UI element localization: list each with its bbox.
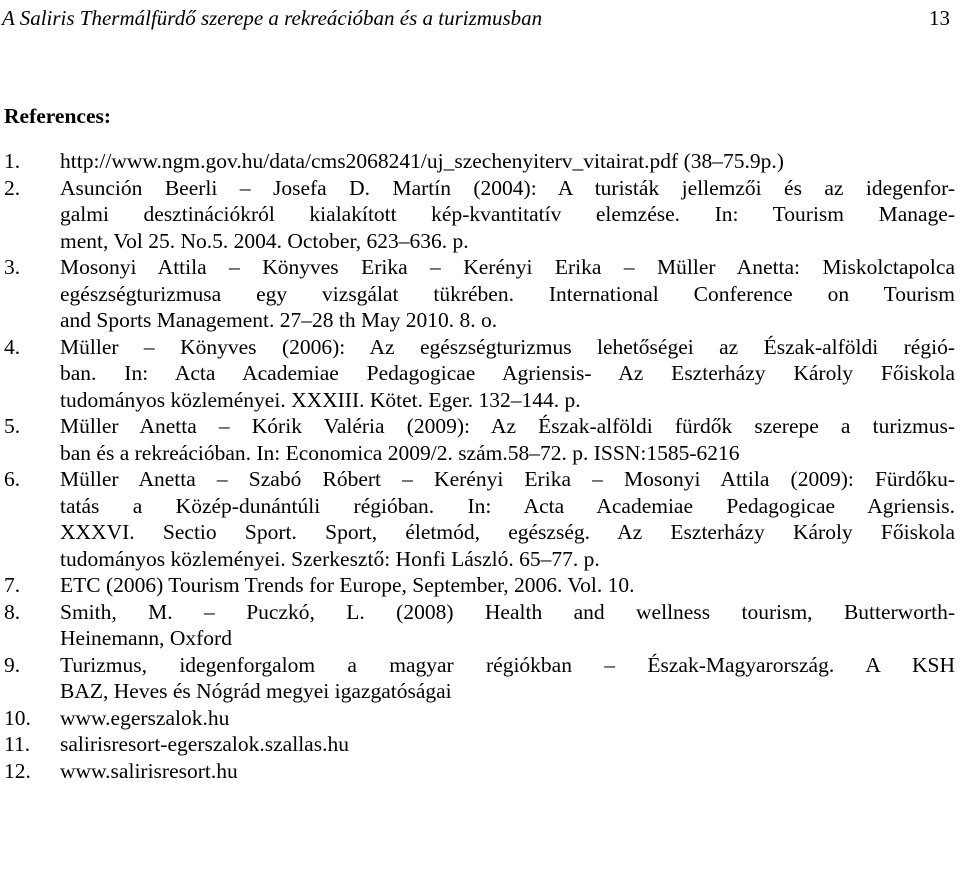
reference-number: 3. xyxy=(4,255,21,279)
reference-number: 2. xyxy=(4,175,21,200)
reference-number: 11. xyxy=(4,732,31,756)
page-number: 13 xyxy=(929,6,950,30)
running-header xyxy=(2,3,952,33)
reference-item xyxy=(4,572,955,599)
reference-text-line: BAZ, Heves és Nógrád megyei igazgatóságai xyxy=(60,679,452,703)
reference-text-line: Müller Anetta – Szabó Róbert – Kerényi Erika – Mosonyi Attila (2009): Fürdőku- xyxy=(60,467,955,491)
reference-url[interactable]: www.salirisresort.hu xyxy=(60,758,238,783)
reference-text-line: Smith, M. – Puczkó, L. (2008) Health and wellness tourism, Butterworth- xyxy=(60,599,955,624)
reference-item xyxy=(4,175,955,255)
reference-text-line: ban és a rekreációban. In: Economica 2009/2. szám.58–72. p. ISSN:1585-6216 xyxy=(60,440,740,465)
reference-item xyxy=(4,148,955,175)
running-header-title: A Saliris Thermálfürdő szerepe a rekreációban és a turizmusban xyxy=(2,6,543,30)
reference-text-line: galmi desztinációkról kialakított kép-kvantitatív elemzése. In: Tourism Manage- xyxy=(60,202,955,226)
reference-text-line: XXXVI. Sectio Sport. Sport, életmód, egészség. Az Eszterházy Károly Főiskola xyxy=(60,520,955,544)
reference-number: 9. xyxy=(4,652,21,677)
reference-item xyxy=(4,705,955,732)
reference-item xyxy=(4,254,955,334)
reference-text-line: Müller – Könyves (2006): Az egészségturizmus lehetőségei az Észak-alföldi régió- xyxy=(60,334,955,359)
reference-url[interactable]: salirisresort-egerszalok.szallas.hu xyxy=(60,732,349,756)
reference-text-line: ETC (2006) Tourism Trends for Europe, September, 2006. Vol. 10. xyxy=(60,573,635,597)
reference-item xyxy=(4,599,955,652)
reference-number: 5. xyxy=(4,414,21,438)
reference-text-line: Mosonyi Attila – Könyves Erika – Kerényi Erika – Müller Anetta: Miskolctapolca xyxy=(60,255,955,279)
reference-number: 10. xyxy=(4,705,31,730)
reference-item xyxy=(4,758,955,785)
reference-number: 12. xyxy=(4,758,31,783)
reference-number: 8. xyxy=(4,599,21,624)
reference-url[interactable]: http://www.ngm.gov.hu/data/cms2068241/uj_szechenyiterv_vitairat.pdf (38–75.9p.) xyxy=(60,149,784,173)
reference-text-line: Asunción Beerli – Josefa D. Martín (2004): A turisták jellemzői és az idegenfor- xyxy=(60,175,955,200)
reference-list xyxy=(4,148,955,784)
reference-item xyxy=(4,413,955,466)
reference-text-line: ban. In: Acta Academiae Pedagogicae Agriensis- Az Eszterházy Károly Főiskola xyxy=(60,361,955,385)
reference-number: 4. xyxy=(4,334,21,359)
reference-item xyxy=(4,652,955,705)
reference-item xyxy=(4,731,955,758)
reference-text-line: and Sports Management. 27–28 th May 2010. 8. o. xyxy=(60,308,498,332)
reference-url[interactable]: www.egerszalok.hu xyxy=(60,705,230,730)
reference-text-line: Turizmus, idegenforgalom a magyar régiókban – Észak-Magyarország. A KSH xyxy=(60,652,955,677)
reference-text-line: tudományos közleményei. Szerkesztő: Honfi László. 65–77. p. xyxy=(60,546,600,571)
reference-item xyxy=(4,466,955,572)
reference-text-line: Heinemann, Oxford xyxy=(60,626,232,650)
reference-number: 1. xyxy=(4,149,21,173)
references-heading: References: xyxy=(4,104,112,128)
reference-text-line: tatás a Közép-dunántúli régióban. In: Acta Academiae Pedagogicae Agriensis. xyxy=(60,493,955,518)
reference-text-line: egészségturizmusa egy vizsgálat tükrében. International Conference on Tourism xyxy=(60,281,955,306)
reference-text-line: tudományos közleményei. XXXIII. Kötet. Eger. 132–144. p. xyxy=(60,387,581,412)
reference-text-line: ment, Vol 25. No.5. 2004. October, 623–636. p. xyxy=(60,228,469,253)
reference-number: 7. xyxy=(4,573,21,597)
reference-item xyxy=(4,334,955,414)
reference-number: 6. xyxy=(4,467,21,491)
reference-text-line: Müller Anetta – Kórik Valéria (2009): Az Észak-alföldi fürdők szerepe a turizmus- xyxy=(60,414,955,438)
